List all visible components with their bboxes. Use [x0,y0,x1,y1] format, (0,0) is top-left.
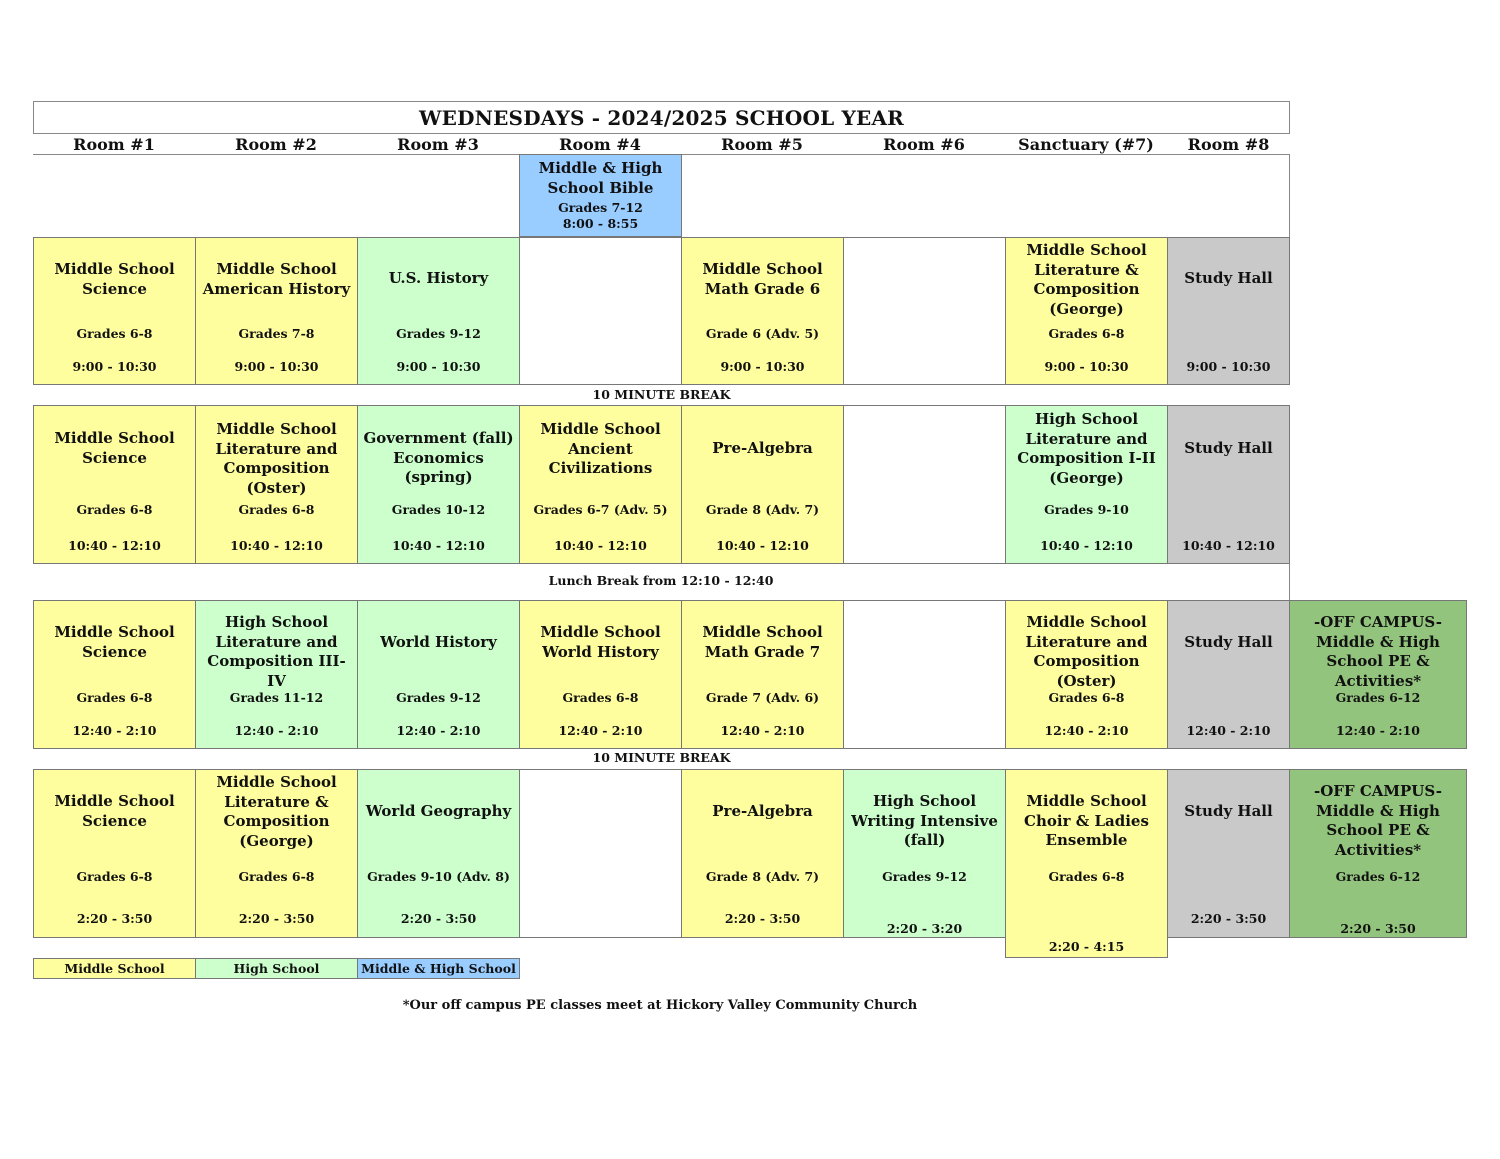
class-grades: Grades 9-12 [882,869,967,884]
class-cell-b1-room1 [33,237,196,385]
schedule-title: WEDNESDAYS - 2024/2025 SCHOOL YEAR [33,101,1290,134]
class-grades: Grades 6-8 [1048,326,1125,341]
class-title: -OFF CAMPUS- Middle & High School PE & Activities* [1314,782,1442,859]
footnote: *Our off campus PE classes meet at Hickory Valley Community Church [402,998,918,1013]
class-cell-b3-room5 [681,600,844,749]
class-time: 2:20 - 4:15 [1048,939,1125,954]
class-grades: Grades 9-12 [396,690,481,705]
class-grades: Grades 6-8 [238,502,315,517]
class-grades: Grades 6-8 [1048,690,1125,705]
lunch-break-label: Lunch Break from 12:10 - 12:40 [33,563,1290,601]
class-grades: Grades 6-8 [76,502,153,517]
class-grades: Grades 6-12 [1335,690,1421,705]
class-title: Middle School Math Grade 6 [702,260,823,298]
class-cell-b4-room5 [681,769,844,938]
class-cell-b2-room3 [357,405,520,564]
class-title: Middle School Literature & Composition (George) [216,773,337,850]
header-sanctuary-7: Sanctuary (#7) [1018,135,1154,154]
legend-middle-school: Middle School [33,958,196,979]
class-time: 10:40 - 12:10 [230,538,323,553]
empty-cell-b3-room6 [843,600,1006,749]
class-title: Study Hall [1184,802,1273,820]
class-cell-b3-room1 [33,600,196,749]
class-time: 2:20 - 3:50 [238,911,315,926]
class-title: Middle School Science [54,623,175,661]
class-title: -OFF CAMPUS- Middle & High School PE & Activities* [1314,613,1442,690]
class-time: 10:40 - 12:10 [68,538,161,553]
class-title: Middle School Math Grade 7 [702,623,823,661]
legend-high-school: High School [195,958,358,979]
class-cell-b4-room3 [357,769,520,938]
class-time: 8:00 - 8:55 [562,216,639,231]
class-time: 12:40 - 2:10 [72,723,157,738]
class-grades: Grades 9-12 [396,326,481,341]
class-time: 9:00 - 10:30 [396,359,481,374]
class-grades: Grade 6 (Adv. 5) [705,326,820,341]
class-grades: Grade 7 (Adv. 6) [705,690,820,705]
class-cell-b2-room5 [681,405,844,564]
class-grades: Grades 9-10 (Adv. 8) [367,869,510,884]
class-grades: Grades 6-8 [562,690,639,705]
class-grades: Grades 10-12 [391,502,486,517]
break-label-2: 10 MINUTE BREAK [592,750,731,765]
header-room-1: Room #1 [73,135,155,154]
class-grades: Grades 7-8 [238,326,315,341]
legend-middle-and-high-school: Middle & High School [357,958,520,979]
class-cell-b2-room7 [1005,405,1168,564]
class-cell-b1-room7 [1005,237,1168,385]
class-cell-b4-room6 [843,769,1006,938]
class-time: 9:00 - 10:30 [1186,359,1271,374]
class-grades: Grades 6-8 [76,869,153,884]
class-cell-b2-room1 [33,405,196,564]
class-cell-b3-room7 [1005,600,1168,749]
class-cell-b4-room8 [1167,769,1290,938]
class-grades: Grades 6-8 [76,690,153,705]
class-title: High School Literature and Composition I-II (George) [1017,410,1156,487]
class-cell-b1-room5 [681,237,844,385]
class-cell-b3-room4 [519,600,682,749]
class-time: 12:40 - 2:10 [234,723,319,738]
class-grades: Grades 6-7 (Adv. 5) [533,502,668,517]
class-title: Middle School Literature and Composition (Oster) [215,420,338,497]
class-title: Pre-Algebra [712,439,813,457]
class-cell-b2-room4 [519,405,682,564]
header-room-3: Room #3 [397,135,479,154]
class-cell-b3-offcampus [1289,600,1467,749]
class-cell-b4-room2 [195,769,358,938]
class-time: 12:40 - 2:10 [1186,723,1271,738]
class-cell-b4-room1 [33,769,196,938]
empty-cell-b1-room6 [843,237,1006,385]
class-grades: Grades 6-8 [1048,869,1125,884]
header-room-2: Room #2 [235,135,317,154]
class-time: 12:40 - 2:10 [396,723,481,738]
header-room-6: Room #6 [883,135,965,154]
class-title: High School Literature and Composition III-IV [207,613,346,690]
header-room-5: Room #5 [721,135,803,154]
header-room-4: Room #4 [559,135,641,154]
class-time: 9:00 - 10:30 [1044,359,1129,374]
empty-cell-b4-room4 [519,769,682,938]
class-title: Middle School Science [54,260,175,298]
class-grades: Grades 11-12 [229,690,324,705]
class-cell-b3-room2 [195,600,358,749]
class-cell-b4-offcampus [1289,769,1467,938]
class-title: World History [380,633,497,651]
class-cell-b2-room2 [195,405,358,564]
class-time: 12:40 - 2:10 [558,723,643,738]
class-grades: Grade 8 (Adv. 7) [705,869,820,884]
class-title: Middle School Ancient Civilizations [540,420,661,477]
header-room-8: Room #8 [1187,135,1270,154]
class-title: Study Hall [1184,269,1273,287]
class-title: High School Writing Intensive (fall) [851,792,998,849]
class-title: Middle School Choir & Ladies Ensemble [1024,792,1149,849]
class-time: 12:40 - 2:10 [720,723,805,738]
class-time: 2:20 - 3:50 [400,911,477,926]
class-time: 12:40 - 2:10 [1044,723,1129,738]
class-grades: Grade 8 (Adv. 7) [705,502,820,517]
class-title: Study Hall [1184,633,1273,651]
class-cell-b1-room3 [357,237,520,385]
class-cell-b1-room2 [195,237,358,385]
class-time: 2:20 - 3:50 [1340,921,1416,936]
class-title: World Geography [365,802,512,820]
class-title: Government (fall) Economics (spring) [363,429,514,486]
empty-cell-b2-room6 [843,405,1006,564]
class-title: Middle School American History [202,260,351,298]
break-label-1: 10 MINUTE BREAK [592,387,731,402]
class-time: 2:20 - 3:50 [724,911,801,926]
class-time: 9:00 - 10:30 [72,359,157,374]
empty-cell-b1-room4 [519,237,682,385]
class-title: Middle School Literature & Composition (George) [1026,241,1147,318]
class-time: 9:00 - 10:30 [720,359,805,374]
class-grades: Grades 6-12 [1335,869,1421,884]
class-time: 10:40 - 12:10 [716,538,809,553]
class-title: Pre-Algebra [712,802,813,820]
class-time: 2:20 - 3:50 [76,911,153,926]
class-grades: Grades 9-10 [1044,502,1129,517]
class-cell-b1-room8 [1167,237,1290,385]
class-cell-b3-room8 [1167,600,1290,749]
class-title: Middle & High School Bible [538,159,663,197]
class-cell-b3-room3 [357,600,520,749]
class-time: 10:40 - 12:10 [554,538,647,553]
class-title: Middle School Science [54,792,175,830]
class-time: 10:40 - 12:10 [1040,538,1133,553]
class-grades: Grades 6-8 [238,869,315,884]
class-title: Middle School Science [54,429,175,467]
class-title: Middle School Literature and Composition (Oster) [1025,613,1148,690]
class-title: U.S. History [388,269,489,287]
class-grades: Grades 6-8 [76,326,153,341]
class-time: 9:00 - 10:30 [234,359,319,374]
class-cell-bible [519,154,682,237]
class-cell-b2-room8 [1167,405,1290,564]
class-cell-b4-room7 [1005,769,1168,958]
class-time: 10:40 - 12:10 [1182,538,1275,553]
class-grades: Grades 7-12 [558,200,643,215]
class-time: 10:40 - 12:10 [392,538,485,553]
class-time: 2:20 - 3:50 [1190,911,1267,926]
class-title: Study Hall [1184,439,1273,457]
class-time: 12:40 - 2:10 [1335,723,1420,738]
class-title: Middle School World History [540,623,661,661]
early-row-frame [681,154,1290,237]
class-time: 2:20 - 3:20 [886,921,963,936]
